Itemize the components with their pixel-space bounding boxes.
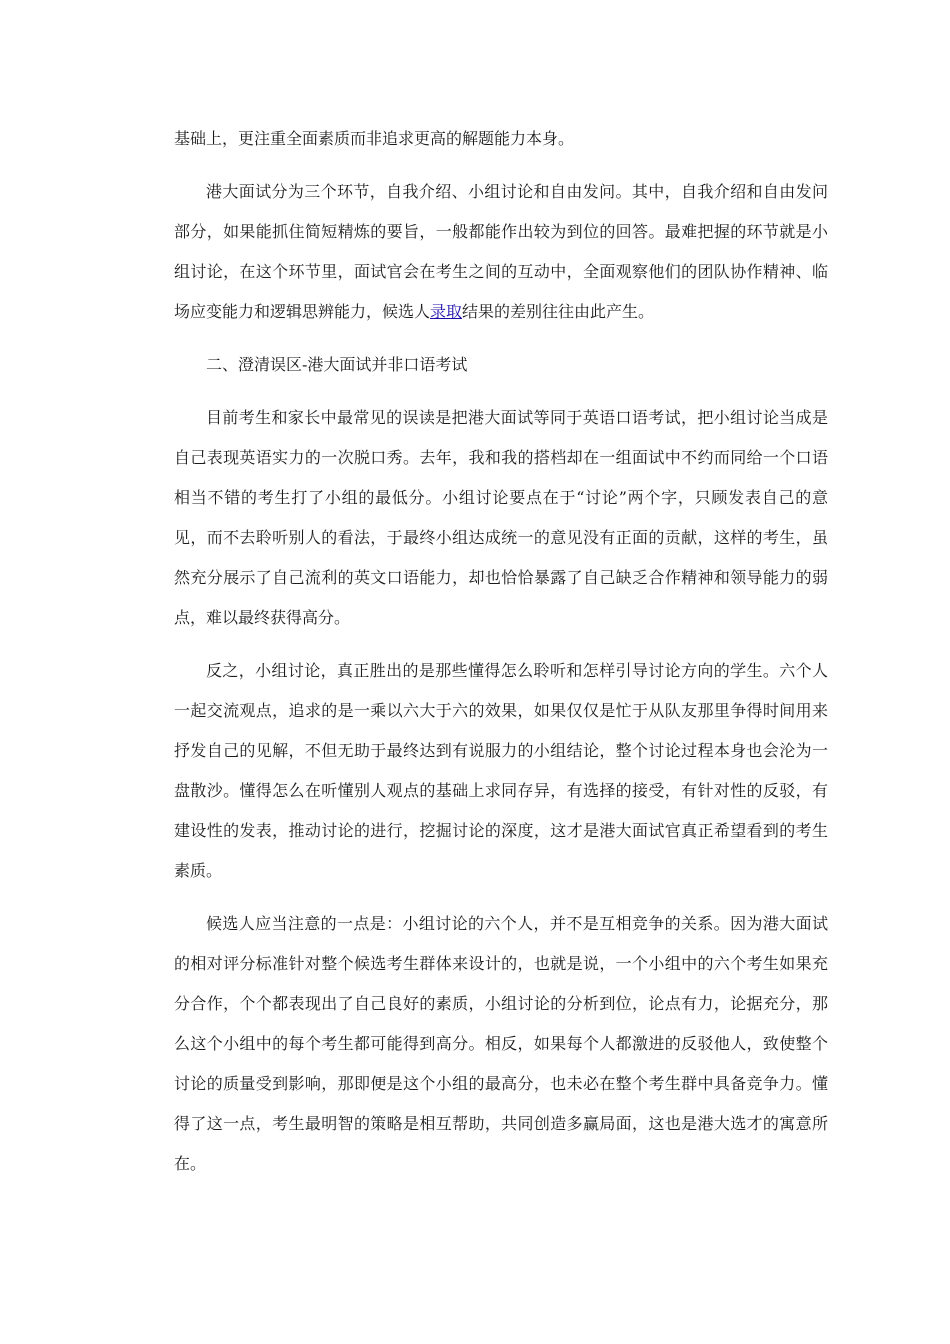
paragraph-text: 候选人应当注意的一点是：小组讨论的六个人，并不是互相竞争的关系。因为港大面试的相对评分标准针对整个候选考生群体来设计的，也就是说，一个小组中的六个考生如果充分合作，个个都表现出了自己良好的素质，小组讨论的分析到位，论点有力，论据充分，那么这个小组中的每个考生都可能得到高分。相反，如果每个人都激进的反驳他人，致使整个讨论的质量受到影响，那即便是这个小组的最高分，也未必在整个考生群中具备竞争力。懂得了这一点，考生最明智的策略是相互帮助，共同创造多赢局面，这也是港大选才的寓意所在。 [174, 914, 828, 1173]
paragraph-text: 反之，小组讨论，真正胜出的是那些懂得怎么聆听和怎样引导讨论方向的学生。六个人一起交流观点，追求的是一乘以六大于六的效果，如果仅仅是忙于从队友那里争得时间用来抒发自己的见解，不但无助于最终达到有说服力的小组结论，整个讨论过程本身也会沦为一盘散沙。懂得怎么在听懂别人观点的基础上求同存异，有选择的接受，有针对性的反驳，有建设性的发表，推动讨论的进行，挖掘讨论的深度，这才是港大面试官真正希望看到的考生素质。 [174, 661, 828, 880]
paragraph-text-before-link: 港大面试分为三个环节，自我介绍、小组讨论和自由发问。其中，自我介绍和自由发问部分，如果能抓住简短精炼的要旨，一般都能作出较为到位的回答。最难把握的环节就是小组讨论，在这个环节里，面试官会在考生之间的互动中，全面观察他们的团队协作精神、临场应变能力和逻辑思辨能力，候选人 [174, 182, 828, 321]
document-body [174, 119, 828, 1197]
admission-link[interactable]: 录取 [430, 302, 463, 321]
paragraph-text-after-link: 结果的差别往往由此产生。 [462, 302, 655, 321]
paragraph-group-discussion [174, 651, 828, 891]
section-heading [174, 345, 828, 385]
paragraph-text: 目前考生和家长中最常见的误读是把港大面试等同于英语口语考试，把小组讨论当成是自己表现英语实力的一次脱口秀。去年，我和我的搭档却在一组面试中不约而同给一个口语相当不错的考生打了小组的最低分。小组讨论要点在于“讨论”两个字，只顾发表自己的意见，而不去聆听别人的看法，于最终小组达成统一的意见没有正面的贡献，这样的考生，虽然充分展示了自己流利的英文口语能力，却也恰恰暴露了自己缺乏合作精神和领导能力的弱点，难以最终获得高分。 [174, 408, 828, 627]
section-heading-text: 二、澄清误区-港大面试并非口语考试 [206, 355, 468, 374]
paragraph-misconception [174, 398, 828, 638]
paragraph-cooperation [174, 904, 828, 1184]
paragraph-interview-stages [174, 172, 828, 332]
paragraph-continuation [174, 119, 828, 159]
paragraph-text: 基础上，更注重全面素质而非追求更高的解题能力本身。 [174, 129, 575, 148]
